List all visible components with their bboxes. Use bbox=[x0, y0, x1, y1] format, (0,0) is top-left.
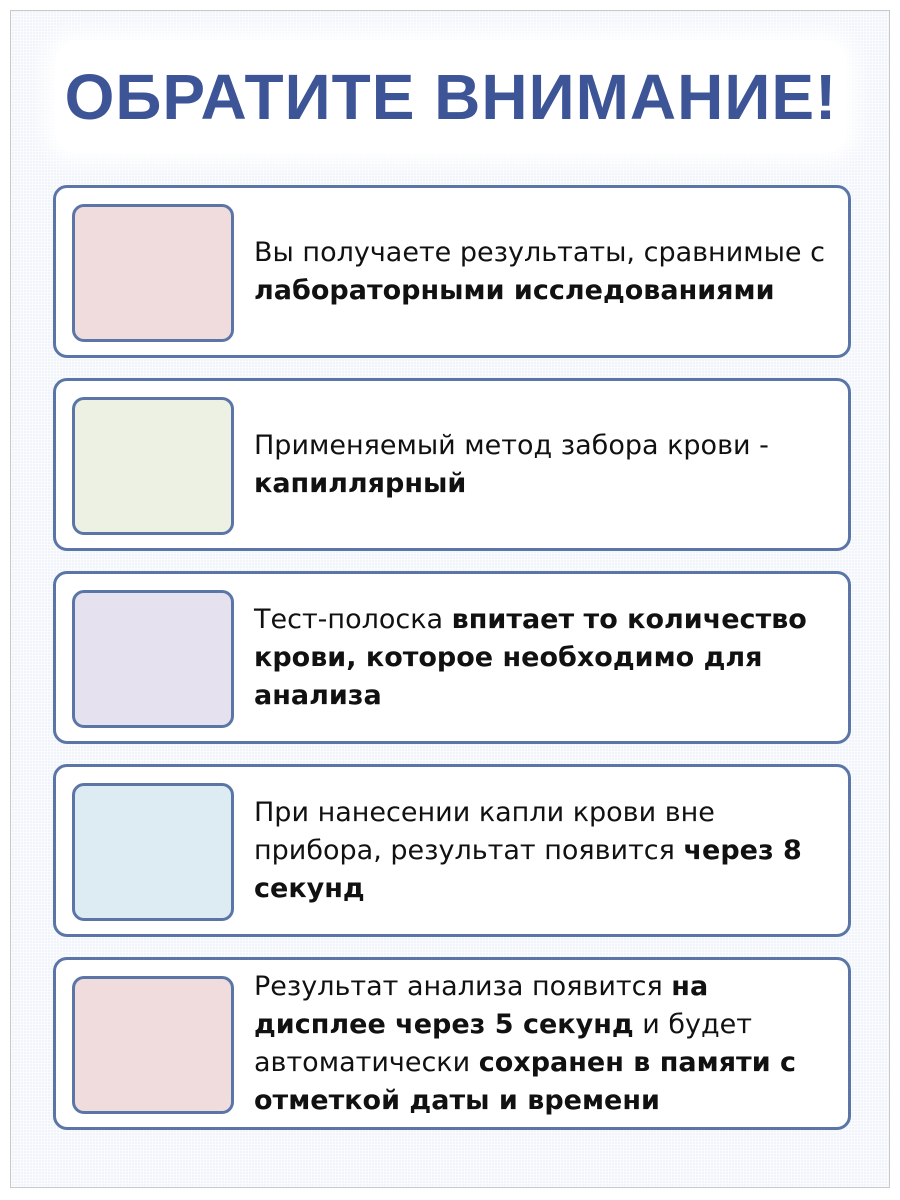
info-card-display-result bbox=[53, 957, 851, 1130]
info-card-list bbox=[53, 185, 851, 1150]
info-card-capillary-method bbox=[53, 378, 851, 551]
title-banner bbox=[55, 41, 847, 153]
card-text-bold: лабораторными исследованиями bbox=[254, 274, 775, 306]
card-text bbox=[254, 234, 838, 310]
card-text bbox=[254, 968, 838, 1120]
color-swatch bbox=[72, 590, 234, 728]
card-text-plain: Применяемый метод забора крови - bbox=[254, 429, 769, 461]
card-text-bold: через 8 секунд bbox=[254, 834, 802, 904]
card-text bbox=[254, 427, 838, 503]
color-swatch bbox=[72, 397, 234, 535]
card-text-plain: Результат анализа появится bbox=[254, 970, 672, 1002]
info-card-lab-results bbox=[53, 185, 851, 358]
card-text bbox=[254, 794, 838, 908]
card-text-bold: впитает то количество крови, которое необходимо для анализа bbox=[254, 603, 807, 711]
card-text-plain: При нанесении капли крови вне прибора, результат появится bbox=[254, 796, 715, 866]
color-swatch bbox=[72, 783, 234, 921]
color-swatch bbox=[72, 976, 234, 1114]
color-swatch bbox=[72, 204, 234, 342]
page-title: ОБРАТИТЕ ВНИМАНИЕ! bbox=[64, 61, 838, 133]
notice-page bbox=[10, 10, 890, 1188]
card-text-plain: Тест-полоска bbox=[254, 603, 452, 635]
card-text-plain: Вы получаете результаты, сравнимые с bbox=[254, 236, 825, 268]
card-text bbox=[254, 601, 838, 715]
info-card-outside-device bbox=[53, 764, 851, 937]
card-text-bold: на дисплее через 5 секунд bbox=[254, 970, 709, 1040]
card-text-plain: и будет автоматически bbox=[254, 1008, 753, 1078]
info-card-test-strip bbox=[53, 571, 851, 744]
card-text-bold: сохранен в памяти с отметкой даты и времени bbox=[254, 1046, 797, 1116]
card-text-bold: капиллярный bbox=[254, 467, 467, 499]
